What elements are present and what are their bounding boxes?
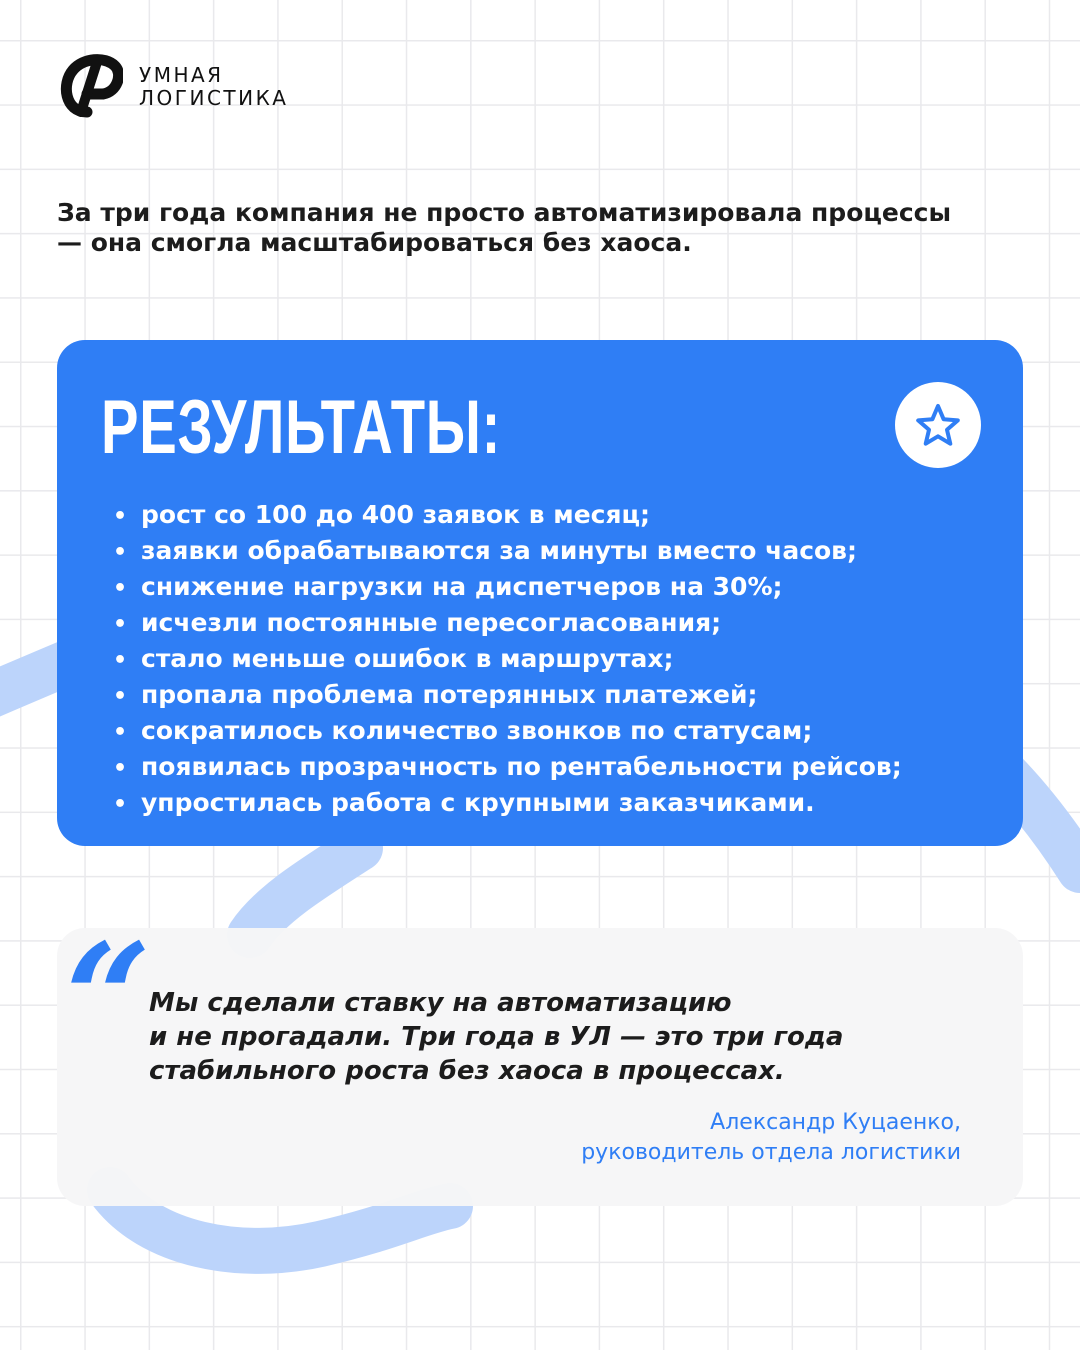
author-role: руководитель отдела логистики: [581, 1140, 961, 1165]
brand-name-line2: ЛОГИСТИКА: [139, 86, 289, 110]
results-list-item: [113, 714, 902, 750]
bullet-icon: •: [113, 612, 128, 637]
results-item-text: пропала проблема потерянных платежей;: [141, 680, 758, 709]
results-item-text: появилась прозрачность по рентабельности рейсов;: [141, 752, 902, 781]
results-item-text: заявки обрабатываются за минуты вместо часов;: [141, 536, 858, 565]
brand-name-line1: УМНАЯ: [139, 63, 224, 87]
bullet-icon: •: [113, 648, 128, 673]
results-item-text: исчезли постоянные пересогласования;: [141, 608, 722, 637]
quote-line: Мы сделали ставку на автоматизацию: [149, 988, 732, 1018]
intro-text: За три года компания не просто автоматизировала процессы — она смогла масштабироваться без хаоса.: [57, 198, 952, 257]
author-name: Александр Куцаенко,: [710, 1110, 961, 1135]
bullet-icon: •: [113, 504, 128, 529]
results-list-item: [113, 570, 902, 606]
results-item-text: упростилась работа с крупными заказчиками.: [141, 788, 815, 817]
brand-logo-mark-icon: [57, 54, 123, 120]
results-list-item: [113, 750, 902, 786]
bullet-icon: •: [113, 720, 128, 745]
bullet-icon: •: [113, 792, 128, 817]
testimonial-card: [57, 911, 1023, 1206]
quote-line: и не прогадали. Три года в УЛ — это три года: [149, 1022, 844, 1052]
results-item-text: рост со 100 до 400 заявок в месяц;: [141, 500, 651, 529]
star-badge: [895, 382, 981, 468]
results-list-item: [113, 606, 902, 642]
results-item-text: снижение нагрузки на диспетчеров на 30%;: [141, 572, 783, 601]
brand-name: [139, 64, 288, 110]
results-list-item: [113, 786, 902, 822]
results-list-item: [113, 678, 902, 714]
star-icon: [915, 402, 961, 448]
results-item-text: стало меньше ошибок в маршрутах;: [141, 644, 674, 673]
testimonial-quote: [149, 986, 909, 1088]
results-list-item: [113, 642, 902, 678]
bullet-icon: •: [113, 576, 128, 601]
results-title: РЕЗУЛЬТАТЫ:: [101, 385, 502, 470]
bullet-icon: •: [113, 540, 128, 565]
results-list: [113, 498, 902, 822]
testimonial-author: [581, 1108, 961, 1168]
bullet-icon: •: [113, 684, 128, 709]
results-card: [57, 340, 1023, 846]
brand-logo[interactable]: [57, 54, 288, 120]
results-list-item: [113, 534, 902, 570]
quote-line: стабильного роста без хаоса в процессах.: [149, 1056, 785, 1086]
quote-mark-icon: “: [65, 911, 152, 1087]
results-item-text: сократилось количество звонков по статусам;: [141, 716, 813, 745]
bullet-icon: •: [113, 756, 128, 781]
results-list-item: [113, 498, 902, 534]
